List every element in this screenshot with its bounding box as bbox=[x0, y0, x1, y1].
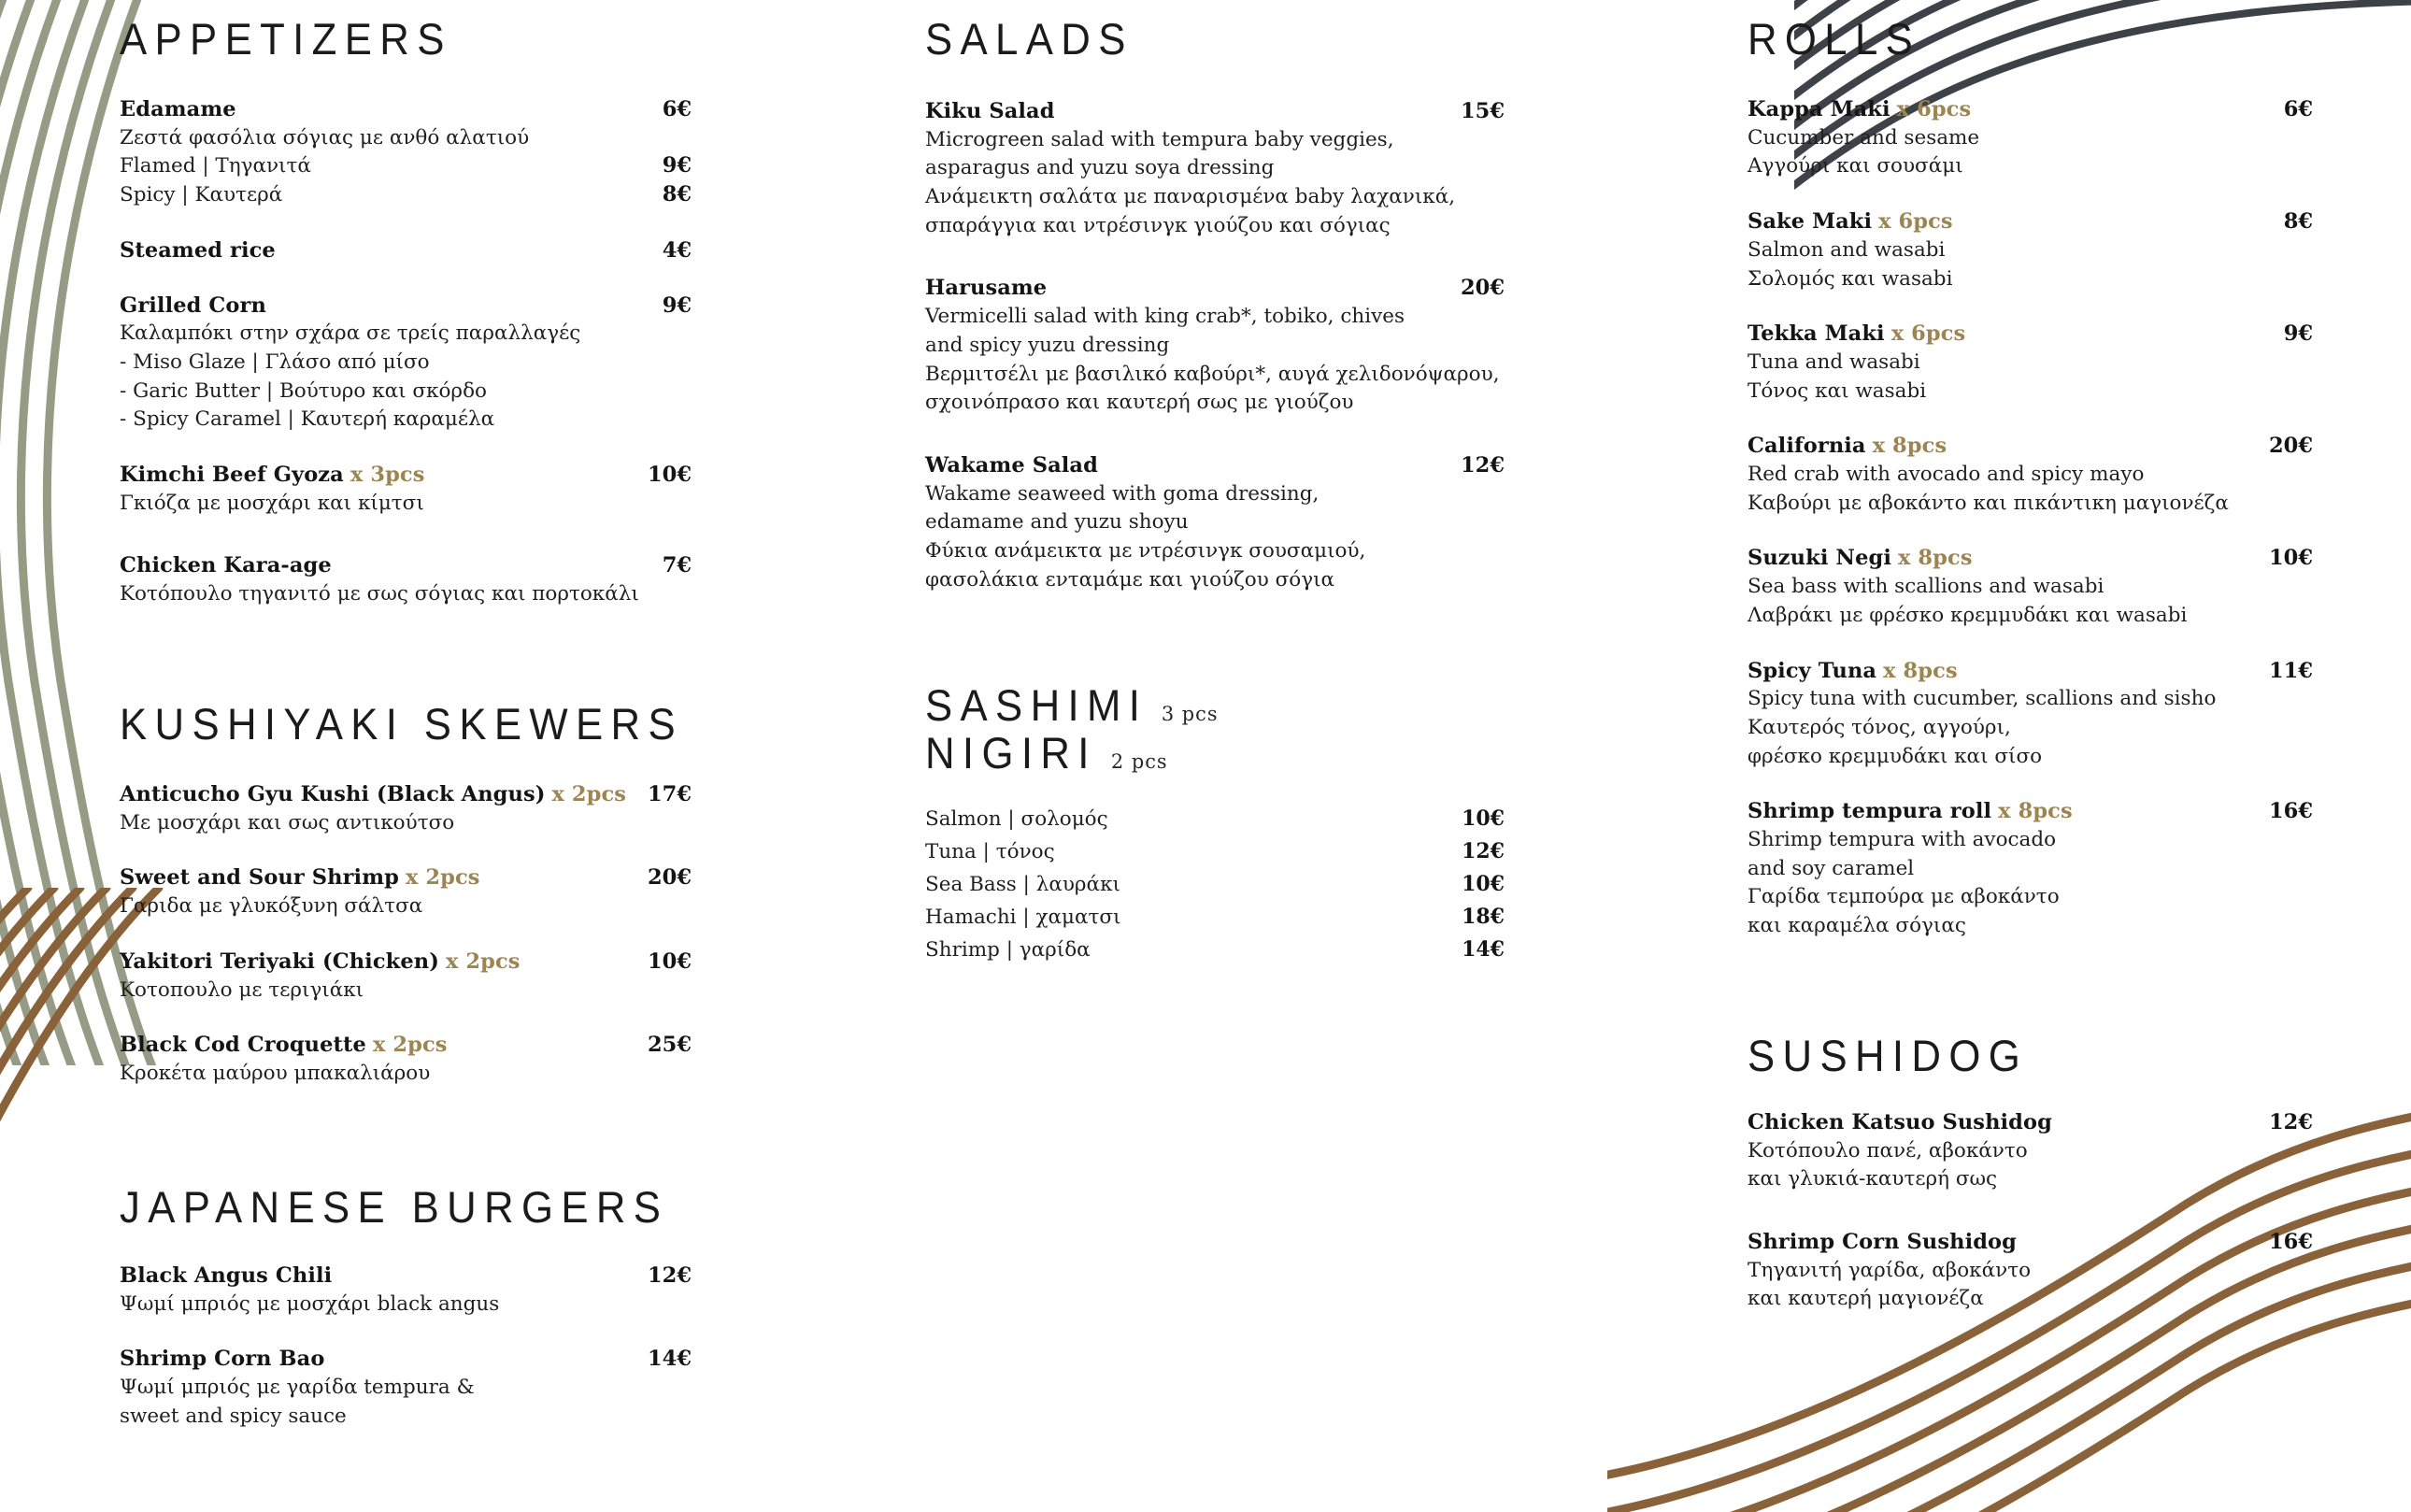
menu-item bbox=[1748, 433, 2313, 517]
section-title: JAPANESE BURGERS bbox=[120, 1181, 669, 1232]
menu-item-description-line: sweet and spicy sauce bbox=[120, 1404, 347, 1428]
menu-item-variant bbox=[120, 180, 692, 209]
menu-item-description-line: Φύκια ανάμεικτα με ντρέσινγκ σουσαμιού, bbox=[925, 538, 1366, 563]
menu-item-description-line: Ψωμί μπριός με γαρίδα tempura & bbox=[120, 1375, 475, 1399]
section-title: APPETIZERS bbox=[120, 14, 452, 64]
menu-item-description-line: Τηγανιτή γαρίδα, αβοκάντο bbox=[1748, 1258, 2032, 1282]
menu-item bbox=[120, 462, 692, 517]
menu-item-description-line: Καλαμπόκι στην σχάρα σε τρείς παραλλαγές bbox=[120, 321, 581, 346]
section-title: KUSHIYAKI SKEWERS bbox=[120, 698, 683, 749]
menu-item-pieces: x 3pcs bbox=[350, 462, 425, 487]
menu-item-description-line: Wakame seaweed with goma dressing, bbox=[925, 481, 1320, 506]
menu-item-pieces: x 6pcs bbox=[1896, 97, 1972, 121]
menu-item-name: Shrimp Corn Bao bbox=[120, 1347, 325, 1372]
menu-item-description-line: σπαράγγια και ντρέσινγκ γιούζου και σόγιας bbox=[925, 213, 1391, 237]
menu-item-header bbox=[925, 275, 1505, 302]
fish-price: 18€ bbox=[1462, 905, 1505, 930]
menu-item-price: 9€ bbox=[2283, 321, 2313, 347]
menu-item-description-line: και καραμέλα σόγιας bbox=[1748, 914, 1966, 938]
list-item bbox=[925, 868, 1505, 901]
menu-column-right bbox=[1645, 14, 2411, 1458]
menu-item-name: Steamed rice bbox=[120, 237, 276, 263]
menu-item-name: Suzuki Negi x 8pcs bbox=[1748, 546, 1973, 571]
menu-item-description-line: Shrimp tempura with avocado bbox=[1748, 828, 2057, 852]
menu-item-description-line: Γαριδα με γλυκόξυνη σάλτσα bbox=[120, 894, 423, 919]
menu-item-description-line: - Garic Butter | Βούτυρο και σκόρδο bbox=[120, 378, 487, 403]
menu-item-pieces: x 8pcs bbox=[1883, 658, 1958, 683]
fish-label: Tuna | τόνος bbox=[925, 840, 1055, 864]
menu-item-header bbox=[925, 452, 1505, 479]
menu-item bbox=[925, 98, 1505, 239]
menu-item-description-line: Tuna and wasabi bbox=[1748, 350, 1920, 375]
menu-item-description-line: Ζεστά φασόλια σόγιας με ανθό αλατιού bbox=[120, 125, 530, 150]
menu-item bbox=[1748, 96, 2313, 180]
menu-item-name: Kimchi Beef Gyoza x 3pcs bbox=[120, 462, 425, 487]
list-item bbox=[925, 803, 1505, 835]
menu-item-name: Tekka Maki x 6pcs bbox=[1748, 321, 1966, 347]
menu-item-name: Kiku Salad bbox=[925, 99, 1055, 123]
menu-item-name: Chicken Kara-age bbox=[120, 553, 332, 578]
menu-item bbox=[120, 292, 692, 434]
menu-item bbox=[120, 237, 692, 264]
menu-item-header bbox=[120, 462, 692, 489]
menu-item bbox=[1748, 321, 2313, 405]
section-heading-kushiyaki-skewers bbox=[120, 698, 683, 749]
menu-item-header bbox=[1748, 433, 2313, 460]
menu-item-price: 11€ bbox=[2269, 658, 2313, 683]
menu-item bbox=[925, 452, 1505, 593]
menu-item-description-line: Sea bass with scallions and wasabi bbox=[1748, 575, 2104, 599]
menu-item-description-line: Red crab with avocado and spicy mayo bbox=[1748, 463, 2145, 487]
menu-item-pieces: x 2pcs bbox=[551, 781, 627, 806]
menu-item-description-line: Καυτερός τόνος, αγγούρι, bbox=[1748, 716, 2011, 739]
menu-item-name: Yakitori Teriyaki (Chicken) x 2pcs bbox=[120, 949, 521, 974]
menu-item-pieces: x 6pcs bbox=[1890, 321, 1966, 347]
menu-item-description-line: Κροκέτα μαύρου μπακαλιάρου bbox=[120, 1062, 431, 1086]
menu-item-pieces: x 8pcs bbox=[1998, 799, 2073, 824]
menu-item-description-line: Flamed | Τηγανιτά bbox=[120, 154, 311, 178]
menu-item-header bbox=[120, 292, 692, 320]
menu-item-description-line: Vermicelli salad with king crab*, tobiko, chives bbox=[925, 305, 1405, 329]
menu-item-description-line: Με μοσχάρι και σως αντικούτσο bbox=[120, 810, 455, 834]
menu-item bbox=[120, 552, 692, 607]
menu-item-description-line: Salmon and wasabi bbox=[1748, 237, 1946, 262]
menu-item-description-line: Λαβράκι με φρέσκο κρεμμυδάκι και wasabi bbox=[1748, 603, 2188, 627]
menu-item-price: 6€ bbox=[2283, 97, 2313, 121]
menu-item-description-line: edamame and yuzu shoyu bbox=[925, 510, 1189, 535]
menu-item-description-line: Κοτοπουλο με τεριγιάκι bbox=[120, 977, 364, 1002]
menu-item-pieces: x 2pcs bbox=[405, 865, 480, 891]
menu-item-header bbox=[120, 1032, 692, 1059]
menu-item-price: 8€ bbox=[662, 182, 692, 207]
section-title: SASHIMI bbox=[925, 680, 1148, 731]
menu-item-description-line: - Spicy Caramel | Καυτερή καραμέλα bbox=[120, 407, 495, 432]
section-heading-appetizers bbox=[120, 14, 651, 64]
menu-item-description-line: Σολομός και wasabi bbox=[1748, 266, 1953, 291]
menu-item-price: 16€ bbox=[2269, 799, 2313, 824]
section-title: SUSHIDOG bbox=[1748, 1030, 2029, 1080]
menu-item-description-line: asparagus and yuzu soya dressing bbox=[925, 156, 1275, 180]
menu-item-price: 7€ bbox=[662, 553, 692, 578]
menu-item-header bbox=[1748, 208, 2313, 235]
menu-item-header bbox=[1748, 96, 2313, 123]
menu-item-name: Kappa Maki x 6pcs bbox=[1748, 97, 1972, 121]
menu-item-description-line: Καβούρι με αβοκάντο και πικάντικη μαγιονέζα bbox=[1748, 491, 2229, 515]
menu-item-price: 17€ bbox=[648, 781, 692, 806]
section-heading-salads bbox=[925, 14, 1464, 64]
menu-item-header bbox=[120, 1346, 692, 1373]
menu-item-header bbox=[120, 237, 692, 264]
menu-item-pieces: x 2pcs bbox=[445, 949, 521, 974]
menu-item-pieces: x 8pcs bbox=[1897, 546, 1973, 571]
section-heading-sashimi bbox=[925, 680, 1464, 731]
section-heading-nigiri bbox=[925, 728, 1464, 778]
menu-item-price: 10€ bbox=[2269, 546, 2313, 571]
fish-label: Hamachi | χαματσι bbox=[925, 906, 1121, 930]
sashimi-nigiri-list bbox=[925, 803, 1505, 966]
menu-item-description-line: Ανάμεικτη σαλάτα με παναρισμένα baby λαχανικά, bbox=[925, 185, 1456, 209]
menu-item-description-line: Cucumber and sesame bbox=[1748, 125, 1980, 150]
menu-item-description-line: - Miso Glaze | Γλάσο από μίσο bbox=[120, 350, 430, 375]
menu-item-name: Sweet and Sour Shrimp x 2pcs bbox=[120, 865, 480, 891]
menu-item bbox=[925, 275, 1505, 416]
section-heading-rolls bbox=[1748, 14, 2274, 64]
list-item bbox=[925, 835, 1505, 868]
menu-item-description-line: Κοτόπουλο πανέ, αβοκάντο bbox=[1748, 1138, 2028, 1163]
menu-item-name: Shrimp tempura roll x 8pcs bbox=[1748, 799, 2073, 824]
list-item bbox=[925, 934, 1505, 966]
menu-item-pieces: x 2pcs bbox=[372, 1033, 448, 1058]
menu-item-header bbox=[1748, 798, 2313, 825]
menu-item-price: 14€ bbox=[648, 1347, 692, 1372]
fish-price: 14€ bbox=[1462, 937, 1505, 963]
menu-item-header bbox=[120, 552, 692, 579]
menu-item-price: 10€ bbox=[648, 949, 692, 974]
menu-column-left bbox=[0, 14, 822, 1458]
menu-item-variant bbox=[120, 151, 692, 180]
menu-item-name: Black Cod Croquette x 2pcs bbox=[120, 1033, 448, 1058]
menu-item-description-line: σχοινόπρασο και καυτερή σως με γιούζου bbox=[925, 391, 1354, 415]
menu-item bbox=[120, 1346, 692, 1430]
section-title: NIGIRI bbox=[925, 728, 1097, 778]
menu-item-name: Grilled Corn bbox=[120, 292, 266, 318]
menu-item bbox=[120, 864, 692, 920]
menu-item-pieces: x 8pcs bbox=[1872, 434, 1947, 459]
menu-item bbox=[120, 949, 692, 1004]
menu-item-description-line: Spicy tuna with cucumber, scallions and sisho bbox=[1748, 687, 2217, 711]
menu-item bbox=[120, 781, 692, 836]
menu-item-header bbox=[120, 864, 692, 892]
menu-item bbox=[1748, 208, 2313, 292]
menu-item-description-line: and soy caramel bbox=[1748, 856, 1915, 880]
menu-item bbox=[1748, 545, 2313, 629]
menu-item-header bbox=[120, 1262, 692, 1290]
menu-item-price: 12€ bbox=[648, 1262, 692, 1288]
menu-item-description-line: και καυτερή μαγιονέζα bbox=[1748, 1287, 1984, 1311]
menu-item-header bbox=[1748, 545, 2313, 572]
menu-item-price: 10€ bbox=[648, 462, 692, 487]
menu-item-price: 8€ bbox=[2283, 209, 2313, 235]
section-title: ROLLS bbox=[1748, 14, 1921, 64]
menu-item bbox=[1748, 1229, 2313, 1313]
menu-item-header bbox=[1748, 1229, 2313, 1256]
fish-price: 10€ bbox=[1462, 872, 1505, 897]
menu-item-header bbox=[1748, 1109, 2313, 1136]
fish-price: 10€ bbox=[1462, 806, 1505, 832]
menu-item-description-line: Βερμιτσέλι με βασιλικό καβούρι*, αυγά χελιδονόψαρου, bbox=[925, 362, 1500, 386]
menu-item-price: 25€ bbox=[648, 1033, 692, 1058]
fish-price: 12€ bbox=[1462, 839, 1505, 864]
menu-item-name: Black Angus Chili bbox=[120, 1262, 333, 1288]
menu-item bbox=[1748, 658, 2313, 771]
menu-item-description-line: Κοτόπουλο τηγανιτό με σως σόγιας και πορτοκάλι bbox=[120, 582, 639, 606]
menu-item-price: 6€ bbox=[662, 97, 692, 121]
fish-label: Shrimp | γαρίδα bbox=[925, 938, 1091, 963]
list-item bbox=[925, 901, 1505, 934]
menu-item bbox=[120, 1032, 692, 1087]
menu-item bbox=[120, 1262, 692, 1318]
menu-item-header bbox=[925, 98, 1505, 125]
nigiri-piece-count: 2 pcs bbox=[1110, 750, 1168, 774]
menu-item-name: California x 8pcs bbox=[1748, 434, 1947, 459]
menu-item-header bbox=[120, 781, 692, 808]
menu-item-price: 20€ bbox=[1461, 276, 1505, 301]
menu-item-description-line: Αγγούρι και σουσάμι bbox=[1748, 154, 1963, 178]
menu-item-name: Spicy Tuna x 8pcs bbox=[1748, 658, 1958, 683]
section-heading-sushidog bbox=[1748, 1030, 2274, 1080]
fish-label: Sea Bass | λαυράκι bbox=[925, 873, 1120, 897]
menu-item-description-line: and spicy yuzu dressing bbox=[925, 333, 1170, 357]
menu-item-name: Harusame bbox=[925, 276, 1048, 301]
menu-item-description-line: και γλυκιά-καυτερή σως bbox=[1748, 1167, 1998, 1191]
menu-item-name: Edamame bbox=[120, 97, 236, 121]
menu-item bbox=[1748, 1109, 2313, 1193]
menu-item-header bbox=[120, 949, 692, 976]
menu-item-name: Wakame Salad bbox=[925, 452, 1098, 478]
menu-item-header bbox=[120, 96, 692, 123]
menu-item-price: 15€ bbox=[1461, 99, 1505, 123]
section-heading-japanese-burgers bbox=[120, 1181, 669, 1232]
menu-item-price: 4€ bbox=[662, 237, 692, 263]
menu-item-description-line: Spicy | Καυτερά bbox=[120, 183, 283, 207]
menu-item-header bbox=[1748, 321, 2313, 348]
menu-item-name: Sake Maki x 6pcs bbox=[1748, 209, 1953, 235]
menu-item-name: Chicken Katsuo Sushidog bbox=[1748, 1109, 2052, 1134]
menu-item-price: 20€ bbox=[648, 865, 692, 891]
menu-item-price: 9€ bbox=[662, 292, 692, 318]
fish-label: Salmon | σολομός bbox=[925, 807, 1108, 832]
section-title: SALADS bbox=[925, 14, 1134, 64]
menu-item-description-line: Τόνος και wasabi bbox=[1748, 378, 1927, 403]
menu-item-description-line: φασολάκια ενταμάμε και γιούζου σόγια bbox=[925, 567, 1335, 592]
menu-item-description-line: Γκιόζα με μοσχάρι και κίμτσι bbox=[120, 491, 424, 515]
menu-item-description-line: Γαρίδα τεμπούρα με αβοκάντο bbox=[1748, 885, 2060, 909]
sashimi-piece-count: 3 pcs bbox=[1162, 703, 1219, 726]
menu-item-price: 9€ bbox=[662, 153, 692, 178]
menu-item-header bbox=[1748, 658, 2313, 685]
menu-item-name: Anticucho Gyu Kushi (Black Angus) x 2pcs bbox=[120, 781, 627, 806]
menu-item-name: Shrimp Corn Sushidog bbox=[1748, 1229, 2017, 1254]
menu-item bbox=[120, 96, 692, 209]
menu-item-description-line: Microgreen salad with tempura baby veggies, bbox=[925, 127, 1394, 151]
menu-column-middle bbox=[822, 14, 1645, 1458]
menu-item-price: 16€ bbox=[2269, 1229, 2313, 1254]
menu-item-pieces: x 6pcs bbox=[1878, 209, 1953, 235]
menu-item-price: 20€ bbox=[2269, 434, 2313, 459]
menu-item bbox=[1748, 798, 2313, 939]
menu-item-description-line: φρέσκο κρεμμυδάκι και σίσο bbox=[1748, 744, 2043, 768]
menu-item-price: 12€ bbox=[2269, 1109, 2313, 1134]
menu-item-price: 12€ bbox=[1461, 452, 1505, 478]
menu-item-description-line: Ψωμί μπριός με μοσχάρι black angus bbox=[120, 1291, 500, 1316]
